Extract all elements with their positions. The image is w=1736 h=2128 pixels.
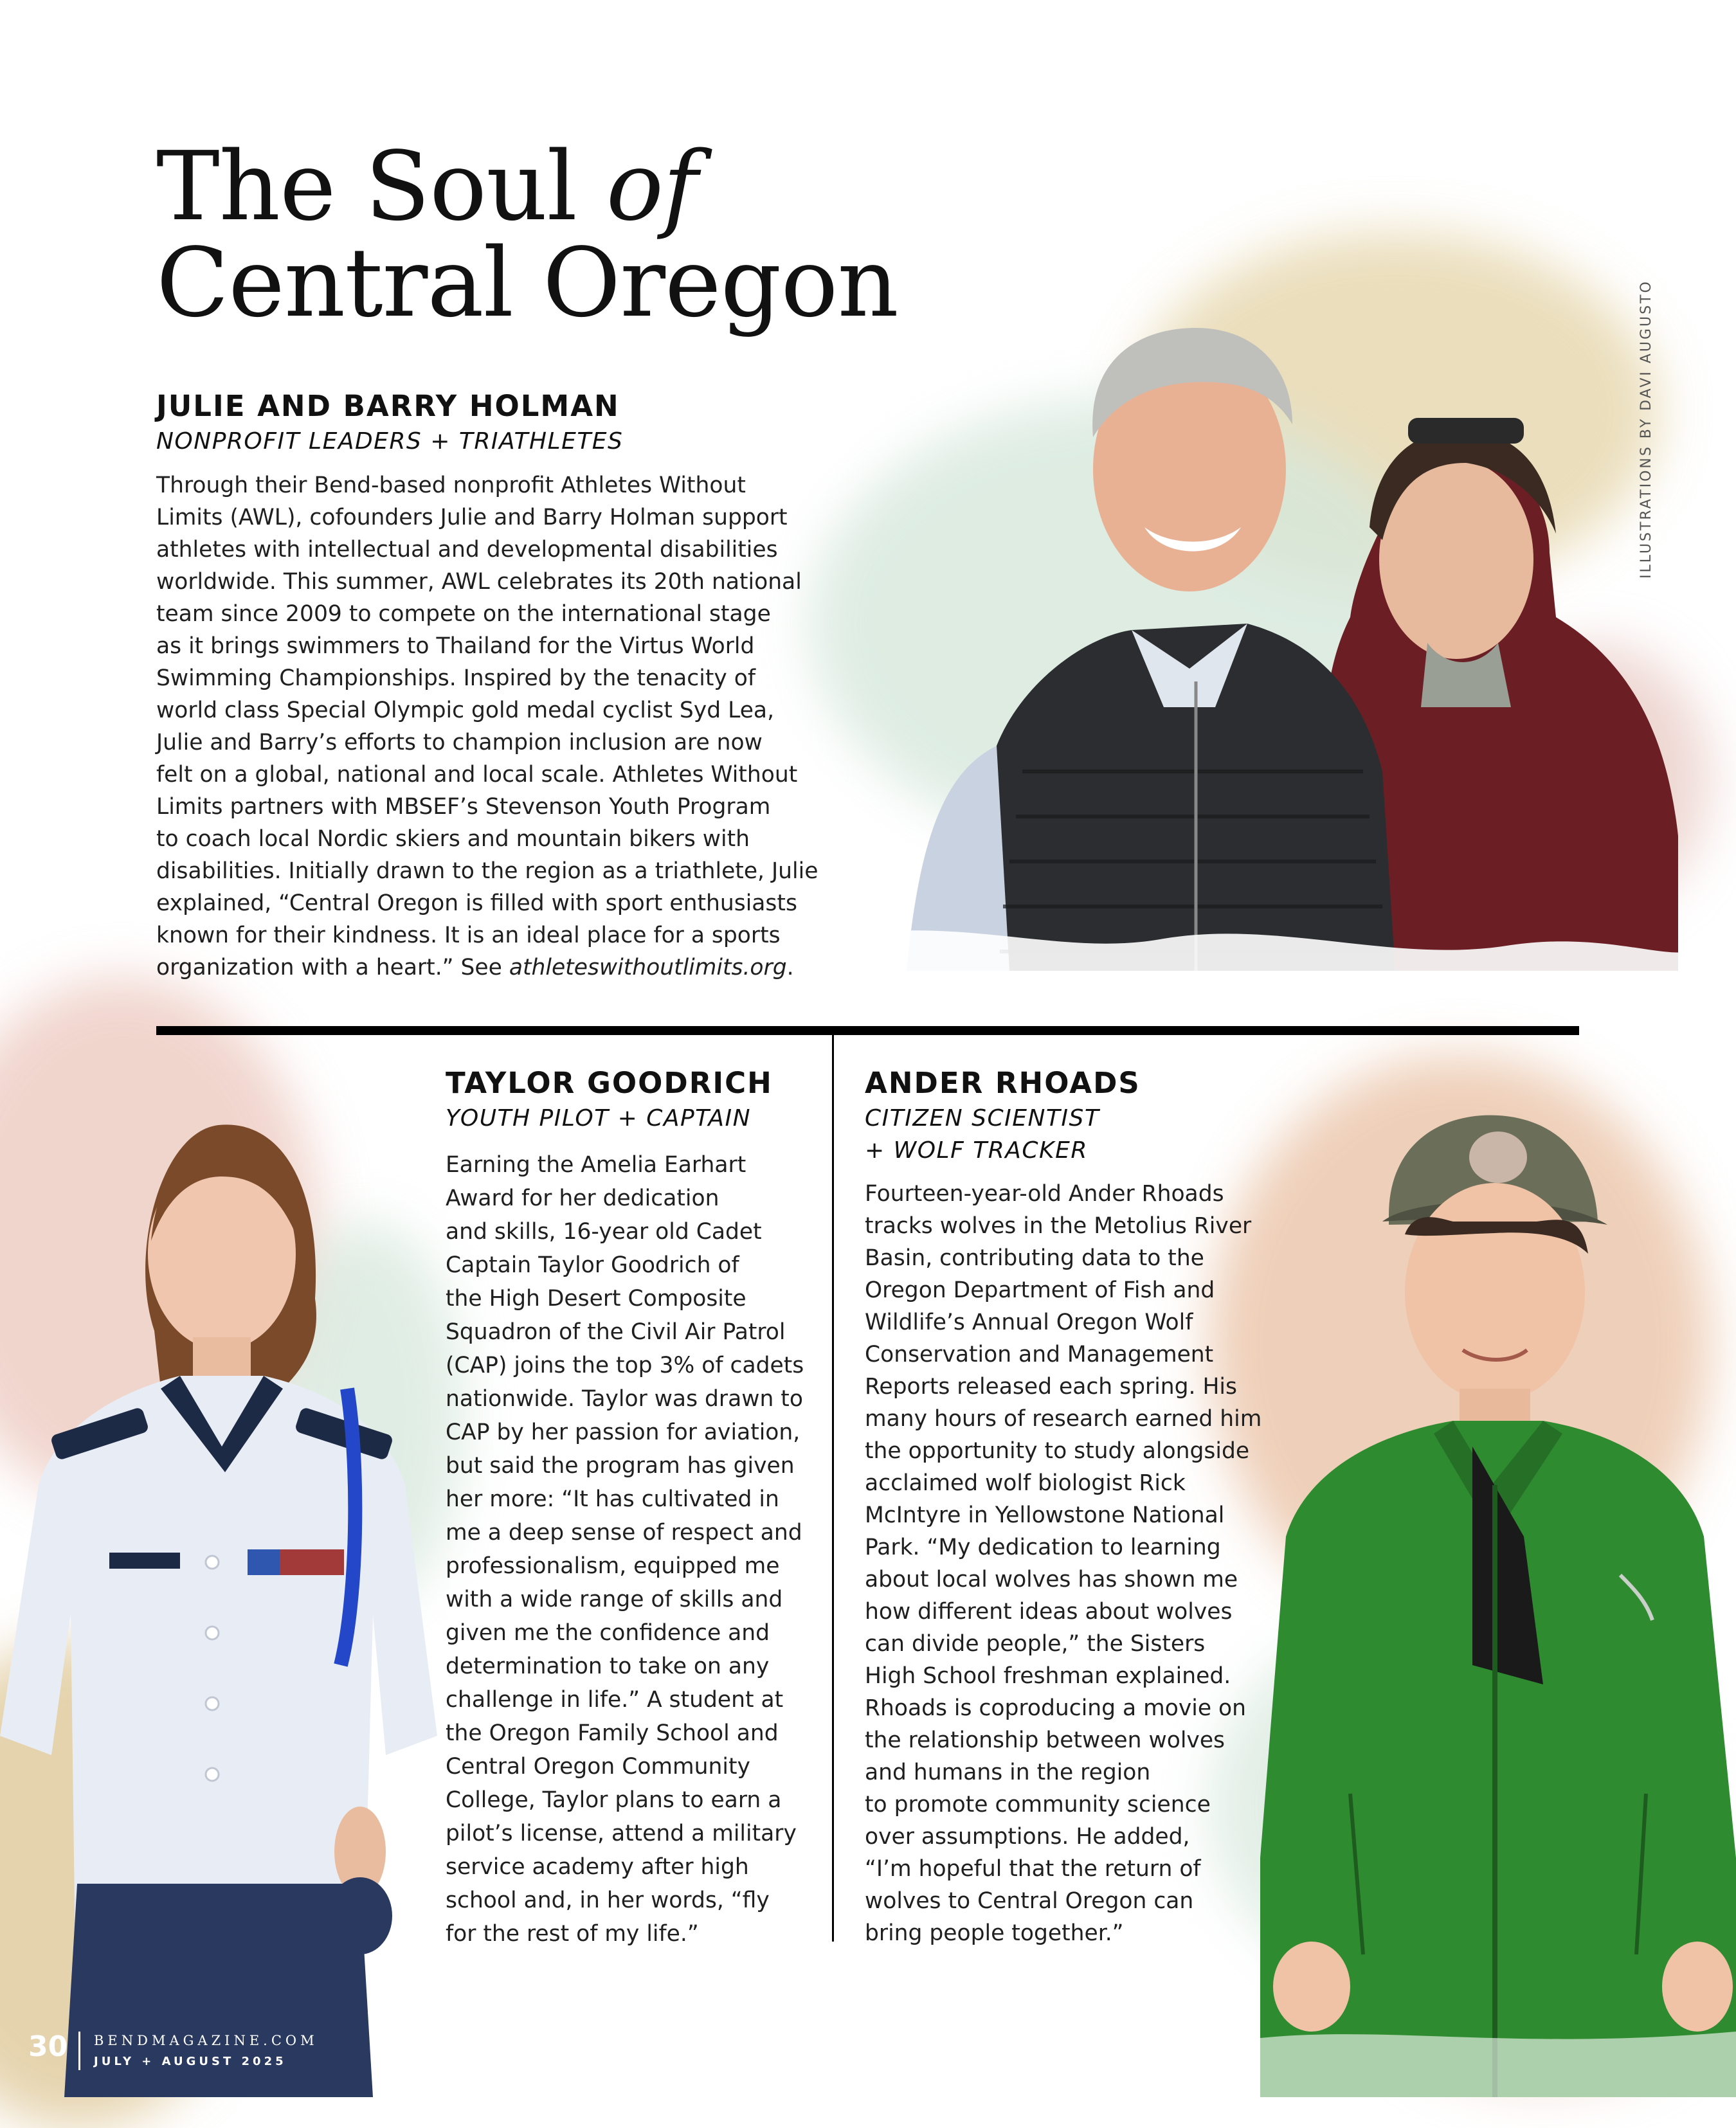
goodrich-body-line: for the rest of my life.”	[446, 1921, 699, 1947]
goodrich-body-line: Squadron of the Civil Air Patrol	[446, 1319, 786, 1345]
holman-body-line: Limits partners with MBSEF’s Stevenson Youth Program	[156, 794, 771, 820]
page-title	[156, 131, 898, 338]
goodrich-body-line: pilot’s license, attend a military	[446, 1821, 797, 1846]
footer-issue: JULY + AUGUST 2025	[94, 2055, 287, 2068]
title-line-2: Central Oregon	[156, 228, 898, 338]
rhoads-body-line: Rhoads is coproducing a movie on	[865, 1695, 1247, 1721]
goodrich-body-line: professionalism, equipped me	[446, 1553, 780, 1579]
awl-website-link[interactable]: athleteswithoutlimits.org	[509, 955, 787, 980]
holman-body-line: Limits (AWL), cofounders Julie and Barry Holman support	[156, 505, 788, 530]
rhoads-body-line: Wildlife’s Annual Oregon Wolf	[865, 1310, 1193, 1335]
holman-body-line: world class Special Olympic gold medal cyclist Syd Lea,	[156, 698, 775, 723]
rhoads-body-line: Basin, contributing data to the	[865, 1245, 1204, 1271]
goodrich-body-line: challenge in life.” A student at	[446, 1687, 784, 1713]
goodrich-photo-illustration	[0, 1087, 437, 2097]
holman-body-line: felt on a global, national and local scale. Athletes Without	[156, 762, 798, 788]
rhoads-body-line: acclaimed wolf biologist Rick	[865, 1470, 1186, 1496]
rhoads-body-line: the opportunity to study alongside	[865, 1438, 1250, 1464]
rhoads-name: ANDER RHOADS	[865, 1066, 1141, 1100]
rhoads-body-line: the relationship between wolves	[865, 1727, 1225, 1753]
rhoads-body-line: bring people together.”	[865, 1920, 1124, 1946]
goodrich-body-line: Award for her dedication	[446, 1186, 719, 1211]
section-divider-horizontal	[156, 1026, 1579, 1035]
rhoads-body-line: can divide people,” the Sisters	[865, 1631, 1206, 1657]
goodrich-role: YOUTH PILOT + CAPTAIN	[446, 1105, 752, 1132]
holman-body-line: as it brings swimmers to Thailand for the Virtus World	[156, 633, 755, 659]
holman-photo-illustration	[829, 257, 1691, 996]
rhoads-body	[865, 1178, 1263, 1949]
rhoads-body-line: Conservation and Management	[865, 1342, 1214, 1367]
rhoads-body-line: many hours of research earned him	[865, 1406, 1262, 1432]
goodrich-body-line: Earning the Amelia Earhart	[446, 1152, 746, 1178]
footer-site: BENDMAGAZINE.COM	[94, 2033, 318, 2048]
rhoads-role-line-2: + WOLF TRACKER	[865, 1137, 1088, 1164]
goodrich-body-line: but said the program has given	[446, 1453, 795, 1479]
goodrich-body-line: Central Oregon Community	[446, 1754, 750, 1780]
goodrich-body	[446, 1148, 818, 1951]
title-italic-of: of	[606, 131, 698, 242]
rhoads-body-line: how different ideas about wolves	[865, 1599, 1233, 1625]
holman-body-line: to coach local Nordic skiers and mountain bikers with	[156, 826, 750, 852]
rhoads-body-line: to promote community science	[865, 1792, 1211, 1817]
holman-body-line: athletes with intellectual and developmental disabilities	[156, 537, 778, 563]
goodrich-body-line: (CAP) joins the top 3% of cadets	[446, 1353, 804, 1378]
holman-body-line: disabilities. Initially drawn to the region as a triathlete, Julie	[156, 858, 818, 884]
rhoads-body-line: about local wolves has shown me	[865, 1567, 1238, 1592]
goodrich-body-line: the Oregon Family School and	[446, 1720, 779, 1746]
holman-body-line: team since 2009 to compete on the international stage	[156, 601, 771, 627]
goodrich-body-line: given me the confidence and	[446, 1620, 770, 1646]
page-number: 30	[28, 2030, 68, 2063]
goodrich-body-line: nationwide. Taylor was drawn to	[446, 1386, 803, 1412]
goodrich-body-line: and skills, 16-year old Cadet	[446, 1219, 762, 1245]
rhoads-body-line: Park. “My dedication to learning	[865, 1535, 1221, 1560]
rhoads-body-line: Fourteen-year-old Ander Rhoads	[865, 1181, 1224, 1207]
title-line-1: The Soul of	[156, 131, 698, 242]
holman-body	[156, 469, 825, 984]
holman-body-line: Julie and Barry’s efforts to champion inclusion are now	[156, 730, 763, 755]
holman-body-line: worldwide. This summer, AWL celebrates its 20th national	[156, 569, 802, 595]
rhoads-body-line: Oregon Department of Fish and	[865, 1277, 1215, 1303]
goodrich-body-line: determination to take on any	[446, 1654, 770, 1679]
rhoads-body-line: over assumptions. He added,	[865, 1824, 1190, 1850]
goodrich-body-line: Captain Taylor Goodrich of	[446, 1252, 739, 1278]
illustration-credit: ILLUSTRATIONS BY DAVI AUGUSTO	[1638, 280, 1654, 579]
goodrich-body-line: me a deep sense of respect and	[446, 1520, 802, 1546]
goodrich-body-line: CAP by her passion for aviation,	[446, 1420, 800, 1445]
holman-body-line: Swimming Championships. Inspired by the tenacity of	[156, 665, 755, 691]
rhoads-body-line: “I’m hopeful that the return of	[865, 1856, 1201, 1882]
rhoads-body-line: High School freshman explained.	[865, 1663, 1231, 1689]
rhoads-body-line: Reports released each spring. His	[865, 1374, 1237, 1400]
holman-body-last-line: organization with a heart.” See athleteswithoutlimits.org.	[156, 955, 794, 980]
rhoads-photo-illustration	[1260, 1087, 1736, 2097]
goodrich-body-line: the High Desert Composite	[446, 1286, 746, 1312]
rhoads-role-line-1: CITIZEN SCIENTIST	[865, 1105, 1100, 1132]
rhoads-body-line: and humans in the region	[865, 1760, 1151, 1785]
goodrich-body-line: school and, in her words, “fly	[446, 1888, 770, 1913]
goodrich-body-line: her more: “It has cultivated in	[446, 1486, 779, 1512]
rhoads-body-line: McIntyre in Yellowstone National	[865, 1502, 1225, 1528]
goodrich-body-line: service academy after high	[446, 1854, 749, 1880]
rhoads-body-line: tracks wolves in the Metolius River	[865, 1213, 1252, 1239]
rhoads-tracker-image	[1260, 1087, 1736, 2097]
holman-role: NONPROFIT LEADERS + TRIATHLETES	[156, 428, 624, 455]
holman-body-line: explained, “Central Oregon is filled with sport enthusiasts	[156, 890, 797, 916]
column-divider-vertical	[832, 1035, 834, 1942]
holman-body-line: Through their Bend-based nonprofit Athletes Without	[156, 473, 746, 498]
holman-couple-image	[829, 257, 1691, 996]
goodrich-name: TAYLOR GOODRICH	[446, 1066, 773, 1100]
goodrich-cadet-image	[0, 1087, 437, 2097]
rhoads-body-line: wolves to Central Oregon can	[865, 1888, 1194, 1914]
holman-body-line: known for their kindness. It is an ideal place for a sports	[156, 923, 781, 948]
goodrich-body-line: College, Taylor plans to earn a	[446, 1787, 782, 1813]
goodrich-body-line: with a wide range of skills and	[446, 1587, 783, 1612]
footer-divider	[78, 2032, 80, 2070]
holman-name: JULIE AND BARRY HOLMAN	[156, 389, 620, 423]
